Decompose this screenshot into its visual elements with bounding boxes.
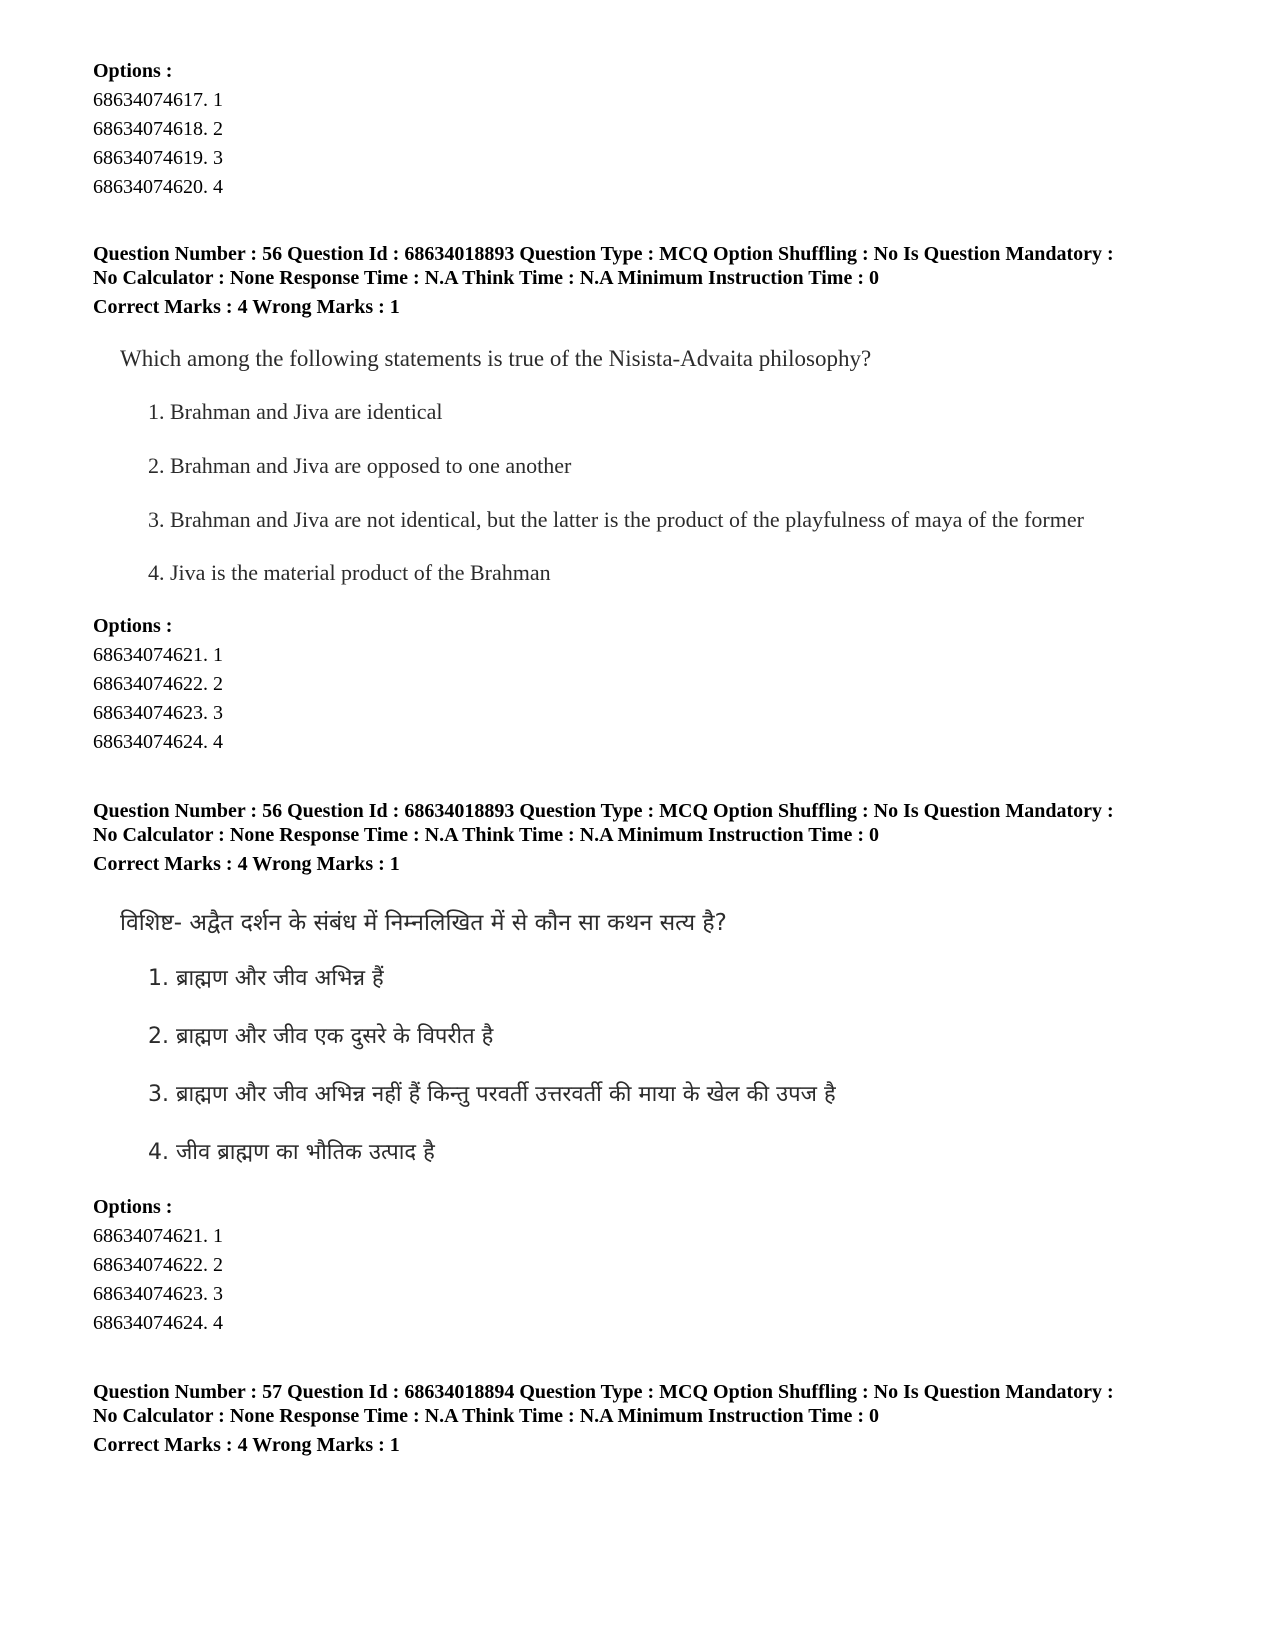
question-choice: 4. Jiva is the material product of the Brahman	[148, 560, 551, 585]
option-item: 68634074621. 1	[93, 644, 223, 666]
question-meta-line-1: Question Number : 56 Question Id : 68634018893 Question Type : MCQ Option Shuffling : No Is Question Mandatory :	[93, 243, 1114, 265]
question-choice: 1. Brahman and Jiva are identical	[148, 399, 443, 424]
question-header-q57	[93, 1380, 1193, 1457]
option-item: 68634074620. 4	[93, 176, 223, 198]
option-item: 68634074617. 1	[93, 89, 223, 111]
question-header-q56-en	[93, 242, 1193, 319]
question-marks: Correct Marks : 4 Wrong Marks : 1	[93, 296, 400, 318]
question-stem-en: Which among the following statements is true of the Nisista-Advaita philosophy?	[120, 346, 872, 371]
question-choice: 3. ब्राह्मण और जीव अभिन्न नहीं हैं किन्तु परवर्ती उत्तरवर्ती की माया के खेल की उपज है	[148, 1082, 836, 1107]
option-item: 68634074624. 4	[93, 1312, 223, 1334]
option-item: 68634074622. 2	[93, 1254, 223, 1276]
question-meta-line-1: Question Number : 56 Question Id : 68634018893 Question Type : MCQ Option Shuffling : No Is Question Mandatory :	[93, 800, 1114, 822]
question-choice: 1. ब्राह्मण और जीव अभिन्न हैं	[148, 966, 384, 991]
options-block-q55	[93, 57, 1193, 202]
question-stem-hi: विशिष्ट- अद्वैत दर्शन के संबंध में निम्नलिखित में से कौन सा कथन सत्य है?	[120, 910, 727, 936]
option-item: 68634074623. 3	[93, 702, 223, 724]
option-item: 68634074619. 3	[93, 147, 223, 169]
option-item: 68634074621. 1	[93, 1225, 223, 1247]
option-item: 68634074623. 3	[93, 1283, 223, 1305]
options-block-q56-hi	[93, 1193, 1193, 1338]
options-label: Options :	[93, 1196, 173, 1218]
option-item: 68634074622. 2	[93, 673, 223, 695]
question-meta-line-2: No Calculator : None Response Time : N.A Think Time : N.A Minimum Instruction Time : 0	[93, 1405, 879, 1427]
options-label: Options :	[93, 615, 173, 637]
question-choice: 2. Brahman and Jiva are opposed to one another	[148, 453, 572, 478]
question-choice: 2. ब्राह्मण और जीव एक दुसरे के विपरीत है	[148, 1024, 494, 1049]
question-meta-line-2: No Calculator : None Response Time : N.A Think Time : N.A Minimum Instruction Time : 0	[93, 824, 879, 846]
question-marks: Correct Marks : 4 Wrong Marks : 1	[93, 853, 400, 875]
option-item: 68634074624. 4	[93, 731, 223, 753]
question-header-q56-hi	[93, 799, 1193, 876]
question-marks: Correct Marks : 4 Wrong Marks : 1	[93, 1434, 400, 1456]
question-meta-line-1: Question Number : 57 Question Id : 68634018894 Question Type : MCQ Option Shuffling : No Is Question Mandatory :	[93, 1381, 1114, 1403]
question-meta-line-2: No Calculator : None Response Time : N.A Think Time : N.A Minimum Instruction Time : 0	[93, 267, 879, 289]
option-item: 68634074618. 2	[93, 118, 223, 140]
options-block-q56-en	[93, 612, 1193, 757]
options-label: Options :	[93, 60, 173, 82]
question-choice: 3. Brahman and Jiva are not identical, but the latter is the product of the playfulness of maya of the former	[148, 507, 1084, 532]
question-choice: 4. जीव ब्राह्मण का भौतिक उत्पाद है	[148, 1140, 435, 1165]
